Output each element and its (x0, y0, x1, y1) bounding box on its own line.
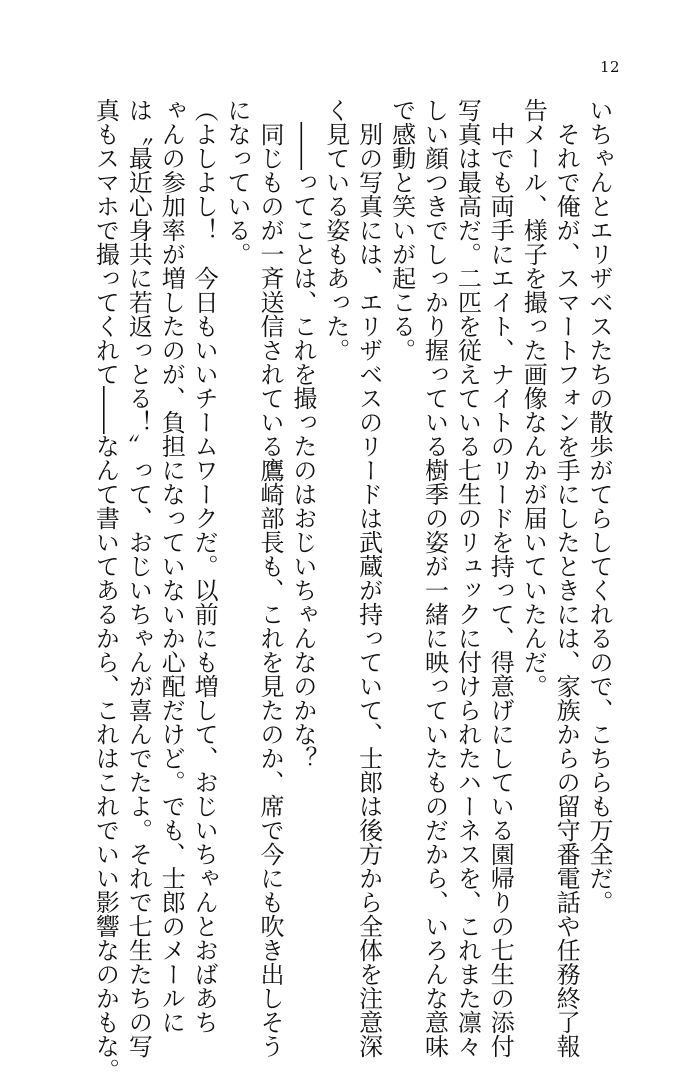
text-line: （よしよし！ 今日もいいチームワークだ。以前にも増して、おじいちゃんとおばあち (190, 98, 219, 1034)
text-line: 写真は最高だ。二匹を従えている七生のリュックに付けられたハーネスを、これまた凛々 (453, 98, 482, 1058)
text-line: いちゃんとエリザベスたちの散歩がてらしてくれるので、こちらも万全だ。 (585, 98, 613, 914)
text-line: で感動と笑いが起こる。 (387, 98, 416, 362)
text-line: それで俺が、スマートフォンを手にしたときには、家族からの留守番電話や任務終了報 (552, 98, 581, 1058)
text-line: く見ている姿もあった。 (321, 98, 350, 362)
text-line: 真もスマホで撮ってくれて――なんて書いてあるから、これはこれでいい影響なのかもな。 (91, 98, 120, 1082)
text-line: ゃんの参加率が増したのが、負担になっていないか心配だけど。でも、士郎のメールに (157, 98, 186, 1034)
text-line: しい顔つきでしっかり握っている樹季の姿が一緒に映っていたものだから、いろんな意味 (420, 98, 449, 1058)
page-number: 12 (599, 58, 621, 76)
text-line: 中でも両手にエイト、ナイトのリードを持って、得意げにしている園帰りの七生の添付 (486, 98, 515, 1058)
text-line: 同じものが一斉送信されている鷹崎部長も、これを見たのか、席で今にも吹き出しそう (255, 98, 284, 1058)
text-line: は〝最近心身共に若返っとる！〟って、おじいちゃんが喜んでたよ。それで七生たちの写 (124, 98, 153, 1058)
text-line: 別の写真には、エリザベスのリードは武蔵が持っていて、士郎は後方から全体を注意深 (354, 98, 383, 1058)
text-line: になっている。 (223, 98, 252, 266)
body-text (89, 98, 616, 1082)
text-line: 告メール、様子を撮った画像なんかが届いていたんだ。 (519, 98, 548, 698)
text-line: ――ってことは、これを撮ったのはおじいちゃんなのかな？ (288, 98, 317, 770)
